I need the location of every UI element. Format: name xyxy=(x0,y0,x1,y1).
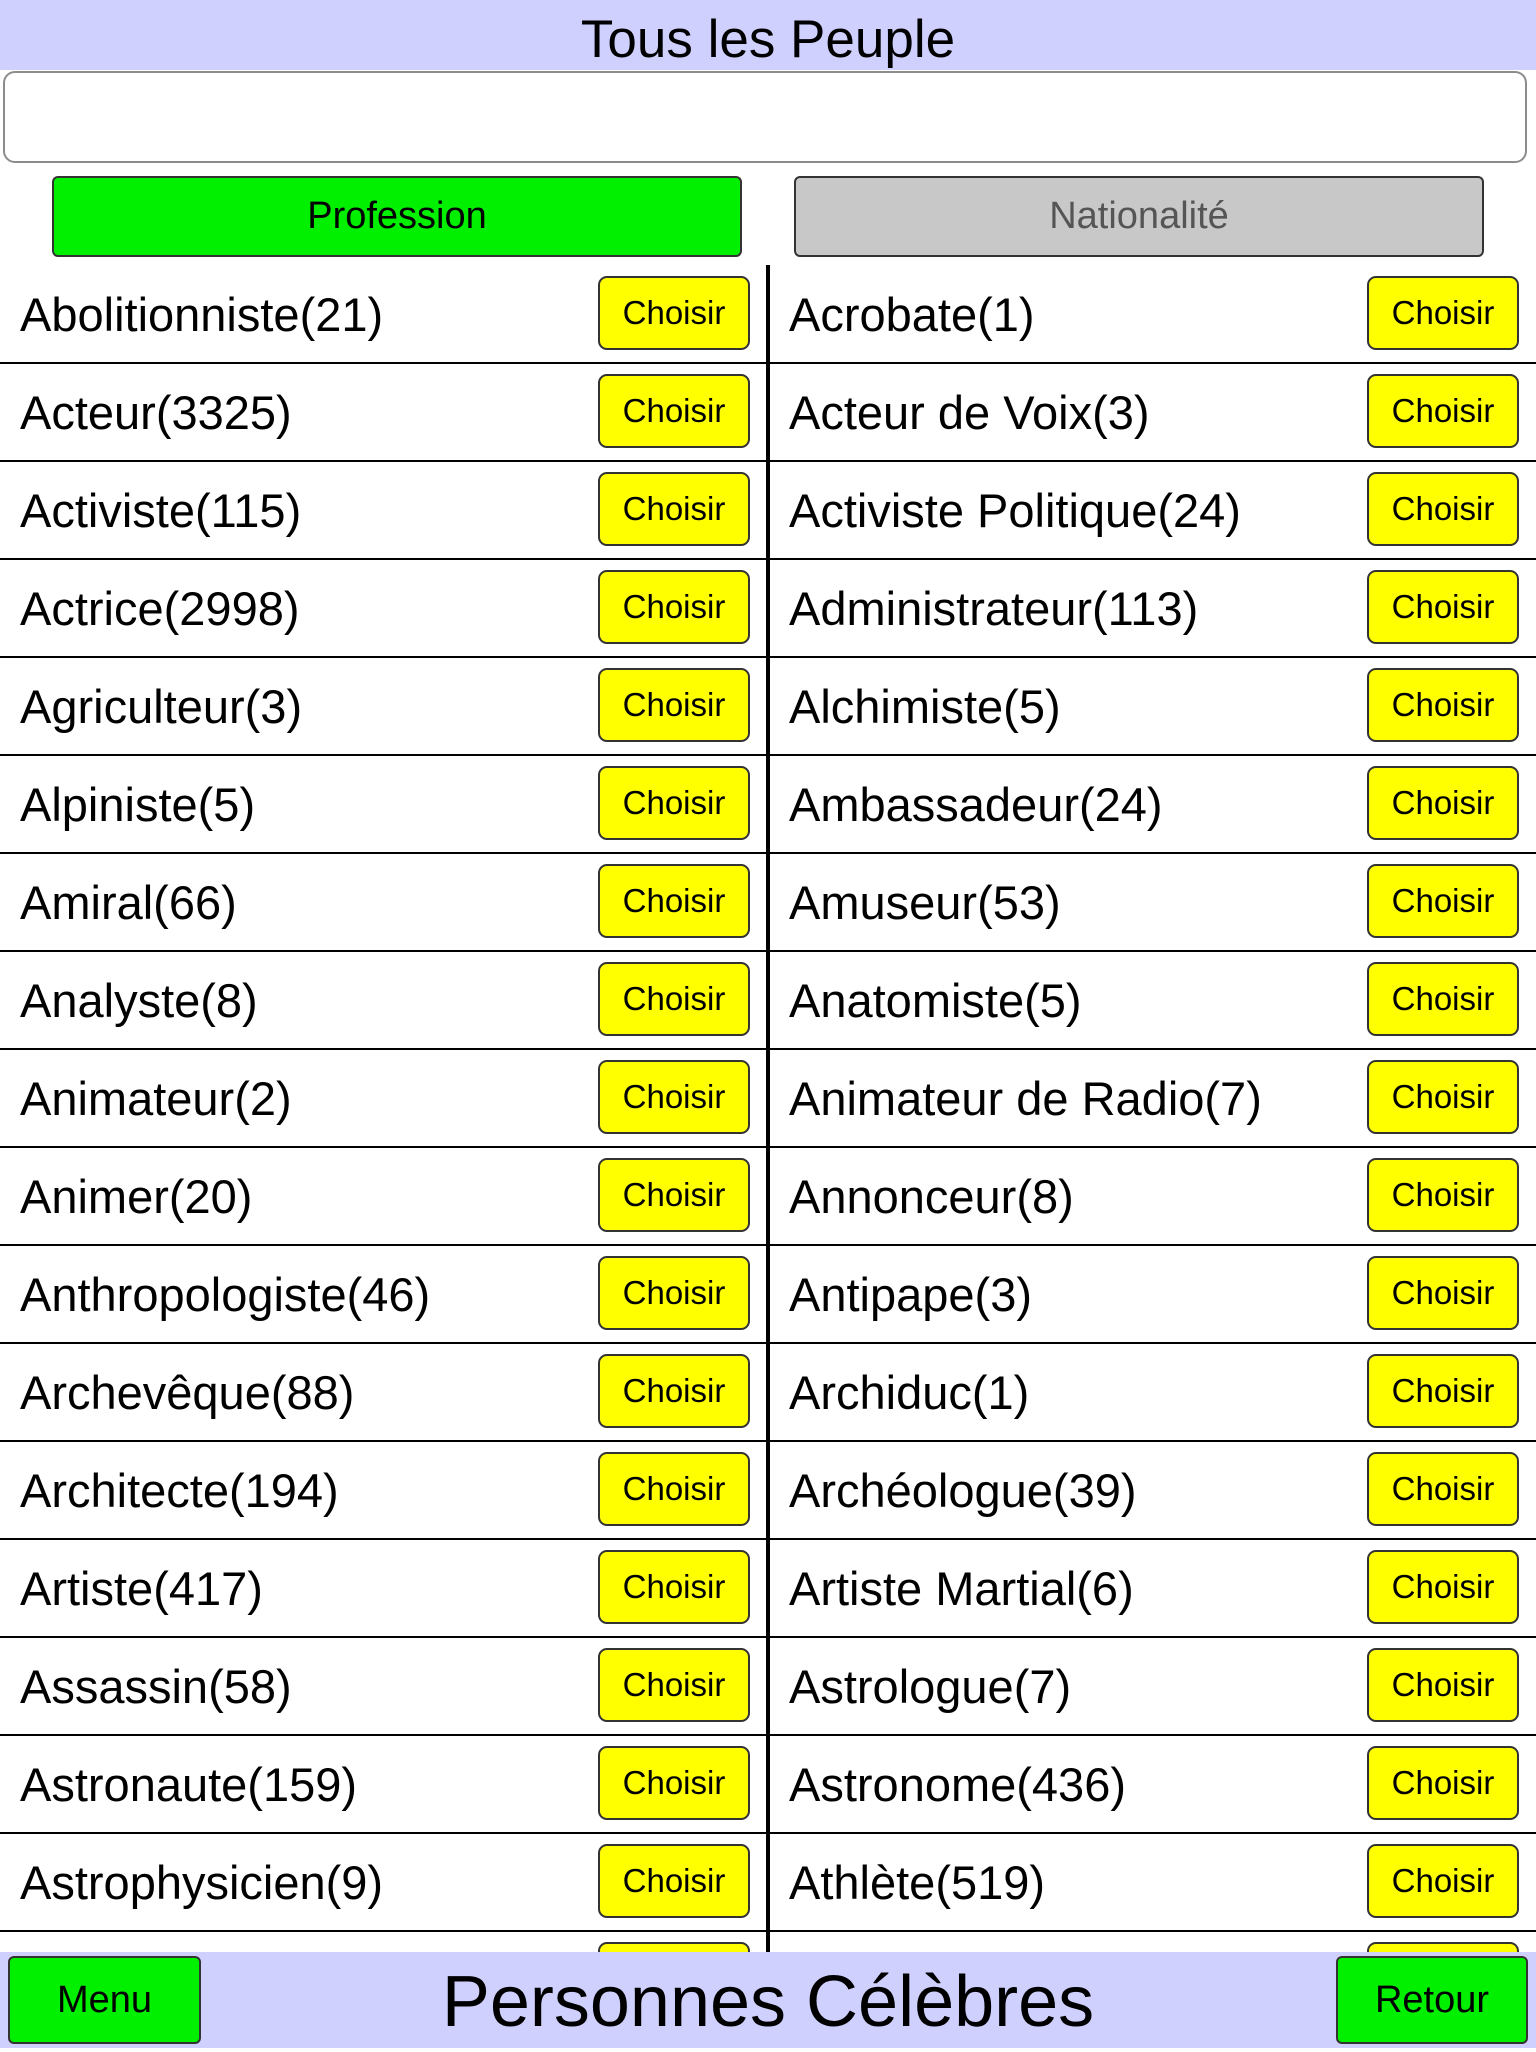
tab-profession[interactable]: Profession xyxy=(52,176,742,257)
choose-button[interactable]: Choisir xyxy=(598,668,750,742)
list-item-label: Architecte(194) xyxy=(20,1464,339,1517)
tab-nationalite[interactable]: Nationalité xyxy=(794,176,1484,257)
list-item-label: Administrateur(113) xyxy=(789,582,1199,635)
list-item-label: Activiste Politique(24) xyxy=(789,484,1241,537)
choose-button[interactable]: Choisir xyxy=(598,1256,750,1330)
list-item xyxy=(769,951,1536,1050)
list-item xyxy=(769,755,1536,854)
list-item-label: Analyste(8) xyxy=(20,974,258,1027)
list-item xyxy=(769,1637,1536,1736)
choose-button[interactable]: Choisir xyxy=(1367,1158,1519,1232)
list-item-label: Actrice(2998) xyxy=(20,582,300,635)
list-item xyxy=(0,951,767,1050)
list-item xyxy=(769,1343,1536,1442)
choose-button[interactable] xyxy=(598,1942,750,1952)
choose-button[interactable]: Choisir xyxy=(598,1844,750,1918)
list-item-label: Astrologue(7) xyxy=(789,1660,1072,1713)
list-item-label: Assassin(58) xyxy=(20,1660,292,1713)
list-item xyxy=(769,363,1536,462)
choose-button[interactable]: Choisir xyxy=(1367,1256,1519,1330)
list-item-label: Anthropologiste(46) xyxy=(20,1268,431,1321)
choose-button[interactable]: Choisir xyxy=(598,472,750,546)
list-item xyxy=(0,1833,767,1932)
list-item-label: Athlète(519) xyxy=(789,1856,1046,1909)
list-item-label: Artiste(417) xyxy=(20,1562,263,1615)
list-item xyxy=(0,265,767,364)
list-item xyxy=(0,657,767,756)
menu-button[interactable]: Menu xyxy=(8,1956,201,2044)
list-item xyxy=(769,1147,1536,1246)
list-item xyxy=(769,657,1536,756)
choose-button[interactable]: Choisir xyxy=(598,374,750,448)
list-item xyxy=(0,1343,767,1442)
list-item-label: Astronaute(159) xyxy=(20,1758,358,1811)
list-item xyxy=(0,1637,767,1736)
list-item-label: Amuseur(53) xyxy=(789,876,1061,929)
list-item xyxy=(769,1245,1536,1344)
choose-button[interactable]: Choisir xyxy=(1367,1746,1519,1820)
choose-button[interactable]: Choisir xyxy=(598,766,750,840)
list-item xyxy=(769,461,1536,560)
choose-button[interactable]: Choisir xyxy=(1367,668,1519,742)
list-item xyxy=(0,1147,767,1246)
app-title: Personnes Célèbres xyxy=(441,1962,1095,2042)
list-item xyxy=(0,559,767,658)
choose-button[interactable] xyxy=(1367,1942,1519,1952)
choose-button[interactable]: Choisir xyxy=(598,1746,750,1820)
list-item-label: Animer(20) xyxy=(20,1170,253,1223)
list-item-label: Astronome(436) xyxy=(789,1758,1126,1811)
choose-button[interactable]: Choisir xyxy=(1367,374,1519,448)
list-item xyxy=(769,265,1536,364)
list-item-label: Archevêque(88) xyxy=(20,1366,355,1419)
list-item xyxy=(0,755,767,854)
list-item xyxy=(769,1931,1536,1952)
list-item xyxy=(0,1049,767,1148)
choose-button[interactable]: Choisir xyxy=(1367,1844,1519,1918)
list-item-label: Agriculteur(3) xyxy=(20,680,303,733)
choose-button[interactable]: Choisir xyxy=(598,1452,750,1526)
choose-button[interactable]: Choisir xyxy=(1367,1060,1519,1134)
list-item xyxy=(0,1539,767,1638)
list-item-label: Alchimiste(5) xyxy=(789,680,1061,733)
choose-button[interactable]: Choisir xyxy=(598,1158,750,1232)
list-item xyxy=(769,1441,1536,1540)
list-item-label: Amiral(66) xyxy=(20,876,237,929)
choose-button[interactable]: Choisir xyxy=(1367,1452,1519,1526)
list-item xyxy=(0,1441,767,1540)
choose-button[interactable]: Choisir xyxy=(598,1550,750,1624)
list-item-label: Acteur(3325) xyxy=(20,386,292,439)
footer-bar xyxy=(0,1952,1536,2048)
choose-button[interactable]: Choisir xyxy=(598,1648,750,1722)
choose-button[interactable]: Choisir xyxy=(1367,472,1519,546)
list-item xyxy=(0,1931,767,1952)
list-item-label: Astrophysicien(9) xyxy=(20,1856,384,1909)
list-item xyxy=(0,461,767,560)
list-item-label: Artiste Martial(6) xyxy=(789,1562,1134,1615)
list-item-label: Archiduc(1) xyxy=(789,1366,1030,1419)
list-item xyxy=(0,1735,767,1834)
choose-button[interactable]: Choisir xyxy=(1367,1354,1519,1428)
list-item-label: Ambassadeur(24) xyxy=(789,778,1163,831)
choose-button[interactable]: Choisir xyxy=(598,962,750,1036)
list-item xyxy=(769,1539,1536,1638)
list-item-label: Anatomiste(5) xyxy=(789,974,1082,1027)
list-item xyxy=(0,853,767,952)
list-item xyxy=(0,363,767,462)
list-item xyxy=(769,559,1536,658)
choose-button[interactable]: Choisir xyxy=(598,276,750,350)
list-item-label: Abolitionniste(21) xyxy=(20,288,384,341)
choose-button[interactable]: Choisir xyxy=(598,864,750,938)
retour-button[interactable]: Retour xyxy=(1336,1956,1528,2044)
list-item xyxy=(0,1245,767,1344)
choose-button[interactable]: Choisir xyxy=(598,570,750,644)
header-title: Tous les Peuple xyxy=(0,0,1536,70)
search-input[interactable] xyxy=(3,71,1527,163)
choose-button[interactable]: Choisir xyxy=(1367,1550,1519,1624)
choose-button[interactable]: Choisir xyxy=(1367,864,1519,938)
list-item-label: Archéologue(39) xyxy=(789,1464,1137,1517)
list-item xyxy=(769,1735,1536,1834)
list-item-label: Animateur de Radio(7) xyxy=(789,1072,1262,1125)
choose-button[interactable]: Choisir xyxy=(598,1354,750,1428)
profession-list[interactable] xyxy=(0,265,1536,1952)
list-item-label: Alpiniste(5) xyxy=(20,778,256,831)
list-item xyxy=(769,1049,1536,1148)
list-item-label: Acteur de Voix(3) xyxy=(789,386,1150,439)
list-item xyxy=(769,853,1536,952)
choose-button[interactable]: Choisir xyxy=(1367,962,1519,1036)
list-item-label: Acrobate(1) xyxy=(789,288,1035,341)
choose-button[interactable]: Choisir xyxy=(1367,766,1519,840)
choose-button[interactable]: Choisir xyxy=(1367,1648,1519,1722)
list-item-label: Antipape(3) xyxy=(789,1268,1032,1321)
choose-button[interactable]: Choisir xyxy=(598,1060,750,1134)
list-item-label: Activiste(115) xyxy=(20,484,302,537)
list-item-label: Annonceur(8) xyxy=(789,1170,1074,1223)
list-item xyxy=(769,1833,1536,1932)
choose-button[interactable]: Choisir xyxy=(1367,276,1519,350)
choose-button[interactable]: Choisir xyxy=(1367,570,1519,644)
list-item-label: Animateur(2) xyxy=(20,1072,292,1125)
